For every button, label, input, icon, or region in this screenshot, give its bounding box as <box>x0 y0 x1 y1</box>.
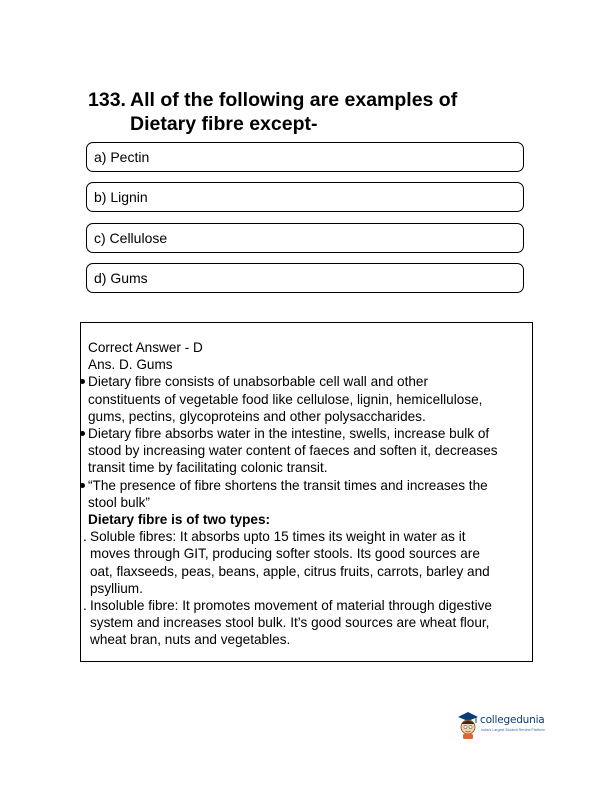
option-a[interactable]: a) Pectin <box>86 142 524 172</box>
text-line: psyllium. <box>90 580 143 596</box>
text-line: “The presence of fibre shortens the transit times and increases the <box>88 477 488 493</box>
types-heading: Dietary fibre is of two types: <box>88 512 271 528</box>
correct-answer: Correct Answer - D <box>88 340 203 355</box>
text-line: transit time by facilitating colonic transit. <box>88 460 328 476</box>
answer-label: Ans. D. Gums <box>88 357 173 373</box>
mascot-icon <box>456 710 480 740</box>
question-title <box>88 88 528 136</box>
text-line: Dietary fibre consists of unabsorbable cell wall and other <box>88 374 429 390</box>
bullet-icon <box>80 431 85 436</box>
logo-wordmark: collegedunia <box>480 714 545 726</box>
bullet-item <box>88 425 524 477</box>
type-item <box>83 597 524 649</box>
text-line: constituents of vegetable food like cellulose, lignin, hemicellulose, <box>88 391 483 407</box>
bullet-item <box>88 373 524 425</box>
text-line: moves through GIT, producing softer stools. Its good sources are <box>90 546 480 562</box>
type-item <box>83 528 524 597</box>
option-d[interactable]: d) Gums <box>86 263 524 293</box>
text-line: Dietary fibre absorbs water in the intestine, swells, increase bulk of <box>88 426 490 442</box>
bullet-icon <box>80 379 85 384</box>
question-text-line2: Dietary fibre except- <box>130 113 318 135</box>
text-line: oat, flaxseeds, peas, beans, apple, citrus fruits, carrots, barley and <box>90 563 490 579</box>
text-line: system and increases stool bulk. It’s good sources are wheat flour, <box>90 615 490 631</box>
bullet-icon <box>80 483 85 488</box>
question-text-line1: All of the following are examples of <box>130 89 458 111</box>
text-line: stool bulk” <box>88 494 150 510</box>
list-marker: . <box>83 529 87 545</box>
text-line: stood by increasing water content of faeces and soften it, decreases <box>88 443 498 459</box>
bullet-item <box>88 477 524 511</box>
collegedunia-logo <box>456 710 576 750</box>
option-c[interactable]: c) Cellulose <box>86 223 524 253</box>
list-marker: . <box>83 598 87 614</box>
logo-tagline: India's Largest Student Review Platform <box>481 728 545 732</box>
question-number: 133. <box>88 89 126 111</box>
option-b[interactable]: b) Lignin <box>86 182 524 212</box>
text-line: wheat bran, nuts and vegetables. <box>90 632 291 648</box>
text-line: Insoluble fibre: It promotes movement of material through digestive <box>90 598 492 614</box>
text-line: Soluble fibres: It absorbs upto 15 times its weight in water as it <box>90 529 466 545</box>
answer-explanation-box <box>80 322 533 662</box>
text-line: gums, pectins, glycoproteins and other polysaccharides. <box>88 408 426 424</box>
